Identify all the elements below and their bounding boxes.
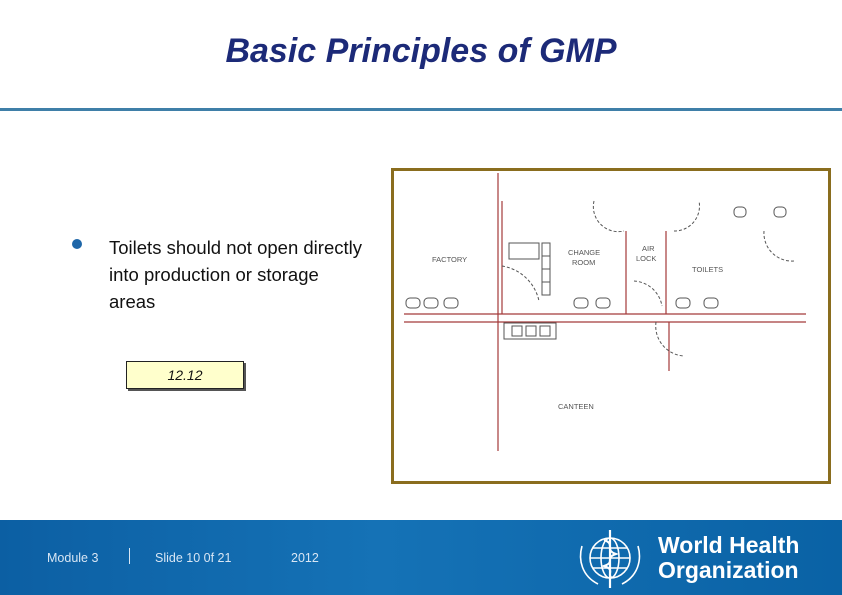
floor-plan-diagram (391, 168, 831, 484)
bullet-text: Toilets should not open directly into production or storage areas (109, 237, 362, 312)
footer-module: Module 3 (47, 551, 99, 565)
org-name-line1: World Health (658, 532, 800, 558)
label-canteen: CANTEEN (558, 402, 594, 411)
label-change-room-2: ROOM (572, 258, 596, 267)
bullet-item (72, 234, 362, 315)
footer-band (0, 520, 842, 595)
footer-separator (129, 548, 130, 564)
label-factory: FACTORY (432, 255, 468, 264)
org-name (658, 533, 799, 583)
door-swing-change-room (634, 281, 662, 306)
org-name-line2: Organization (658, 557, 799, 583)
door-swing-canteen (656, 322, 684, 356)
title-divider (0, 108, 842, 111)
bullet-icon (72, 239, 82, 249)
footer-slide-count: Slide 10 0f 21 (155, 551, 232, 565)
footer-year: 2012 (291, 551, 319, 565)
factory-equipment (509, 243, 539, 259)
slide-title: Basic Principles of GMP (225, 32, 617, 70)
label-change-room: CHANGE (568, 248, 601, 257)
label-air-lock: AIR (642, 244, 655, 253)
who-emblem-icon (572, 526, 652, 590)
door-swing-factory (502, 266, 539, 301)
label-toilets: TOILETS (692, 265, 724, 274)
label-air-lock-2: LOCK (636, 254, 657, 263)
who-logo (572, 526, 812, 590)
reference-box: 12.12 (126, 361, 244, 389)
